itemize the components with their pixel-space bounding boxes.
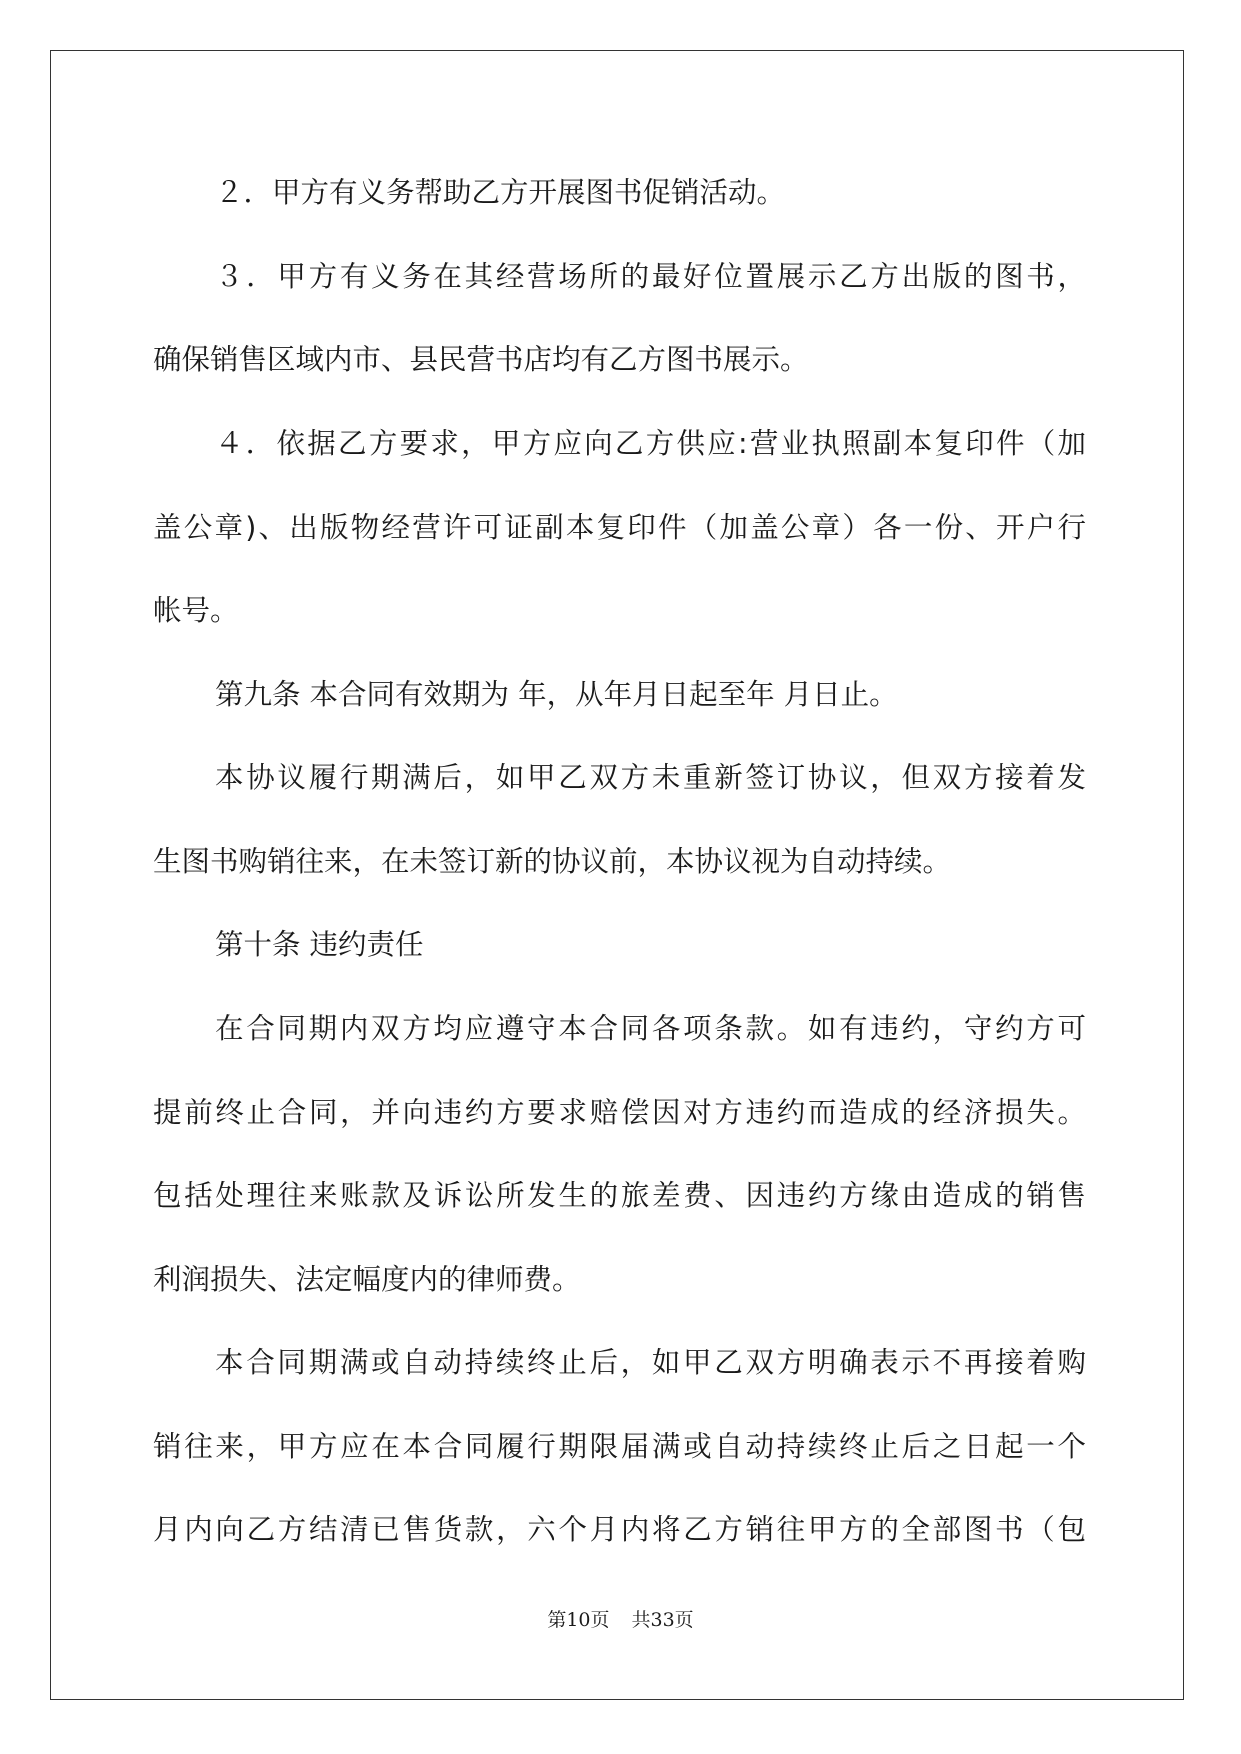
paragraph-line: ４．依据乙方要求，甲方应向乙方供应:营业执照副本复印件（加 <box>215 427 1086 460</box>
paragraph-line: ２．甲方有义务帮助乙方开展图书促销活动。 <box>215 176 786 209</box>
page-footer <box>0 1607 1241 1633</box>
paragraph-line: 月内向乙方结清已售货款，六个月内将乙方销往甲方的全部图书（包 <box>153 1513 1086 1546</box>
paragraph-line: 生图书购销往来，在未签订新的协议前，本协议视为自动持续。 <box>153 845 952 878</box>
article-heading: 第十条 违约责任 <box>215 928 424 961</box>
paragraph-line: 利润损失、法定幅度内的律师费。 <box>153 1263 581 1296</box>
paragraph-line: 提前终止合同，并向违约方要求赔偿因对方违约而造成的经济损失。 <box>153 1096 1086 1129</box>
paragraph-line: 销往来，甲方应在本合同履行期限届满或自动持续终止后之日起一个 <box>153 1430 1086 1463</box>
paragraph-line: 确保销售区域内市、县民营书店均有乙方图书展示。 <box>153 343 809 376</box>
page-total: 共33页 <box>631 1609 694 1631</box>
paragraph-line: 包括处理往来账款及诉讼所发生的旅差费、因违约方缘由造成的销售 <box>153 1179 1086 1212</box>
paragraph-line: 帐号。 <box>153 594 239 627</box>
paragraph-line: 本协议履行期满后，如甲乙双方未重新签订协议，但双方接着发 <box>215 761 1086 794</box>
paragraph-line: 盖公章)、出版物经营许可证副本复印件（加盖公章）各一份、开户行 <box>153 511 1086 544</box>
paragraph-line: 在合同期内双方均应遵守本合同各项条款。如有违约，守约方可 <box>215 1012 1086 1045</box>
page-number: 第10页 <box>547 1609 610 1631</box>
article-heading: 第九条 本合同有效期为 年，从年月日起至年 月日止。 <box>215 678 898 711</box>
paragraph-line: ３．甲方有义务在其经营场所的最好位置展示乙方出版的图书， <box>215 260 1086 293</box>
paragraph-line: 本合同期满或自动持续终止后，如甲乙双方明确表示不再接着购 <box>215 1346 1086 1379</box>
